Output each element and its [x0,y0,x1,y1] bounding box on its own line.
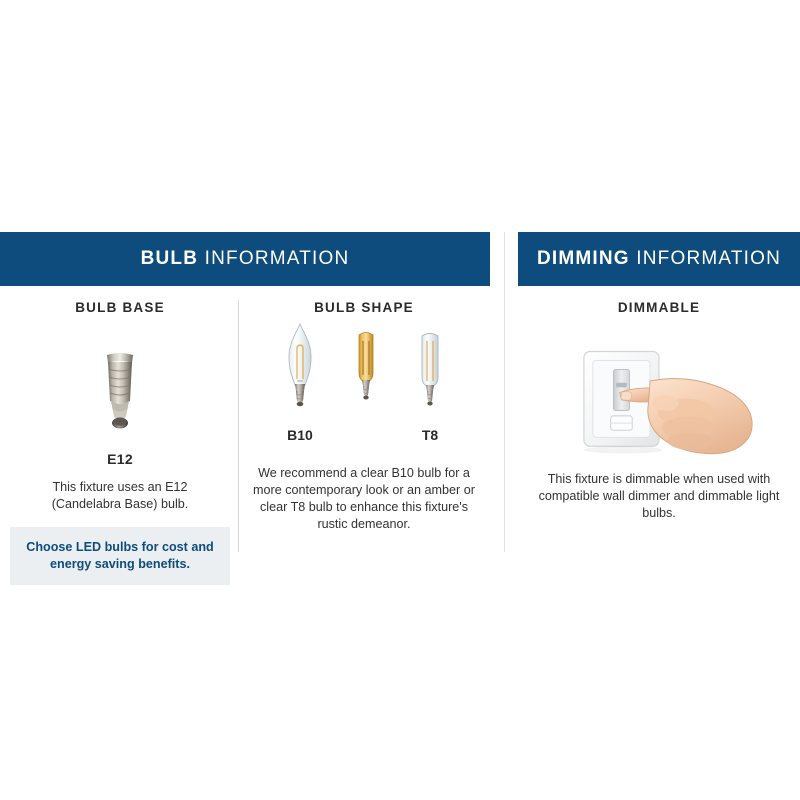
bulb-shape-row [244,321,484,443]
bulb-base-caption-row [10,451,230,467]
e12-base-icon [97,351,143,443]
section-divider [504,232,505,552]
bulb-base-heading: BULB BASE [75,300,165,315]
bulb-shape-heading: BULB SHAPE [314,300,414,315]
bulb-information-title [141,248,350,270]
dimmable-body: This fixture is dimmable when used with compatible wall dimmer and dimmable light bulbs. [538,472,780,520]
bulb-information-title-bold: BULB [140,248,199,269]
amber-t8-bulb-icon [351,329,381,407]
led-tip-box: Choose LED bulbs for cost and energy saving benefits. [10,527,230,585]
bulb-base-column [10,300,230,585]
wall-dimmer-hand-icon [549,339,769,457]
bulb-item-b10 [283,321,317,443]
bulb-base-art [10,325,230,443]
bulb-shape-column [244,300,484,533]
bulb-shape-art [244,325,484,443]
bulb-shape-body: We recommend a clear B10 bulb for a more contemporary look or an amber or clear T8 bulb to enhance this fixture's rustic demeanor. [253,466,475,531]
bulb-base-caption: E12 [107,451,133,467]
bulb-information-header [0,232,490,286]
b10-bulb-icon [283,321,317,417]
dimmable-art [518,325,800,457]
dimmable-column [518,300,800,522]
dimming-information-title-bold: DIMMING [536,248,630,269]
dimmable-heading: DIMMABLE [617,300,701,315]
bulb-label-b10: B10 [287,427,313,443]
column-divider [238,300,239,552]
bulb-item-amber [351,329,381,443]
dimming-information-title [537,248,781,270]
dimming-information-title-light: INFORMATION [629,248,782,269]
bulb-label-t8: T8 [421,427,439,443]
bulb-base-body: This fixture uses an E12 (Candelabra Base) bulb. [51,480,189,511]
bulb-item-t8 [415,331,445,443]
dimming-information-header [518,232,800,286]
t8-bulb-icon [415,331,445,417]
bulb-information-title-light: INFORMATION [198,248,350,269]
